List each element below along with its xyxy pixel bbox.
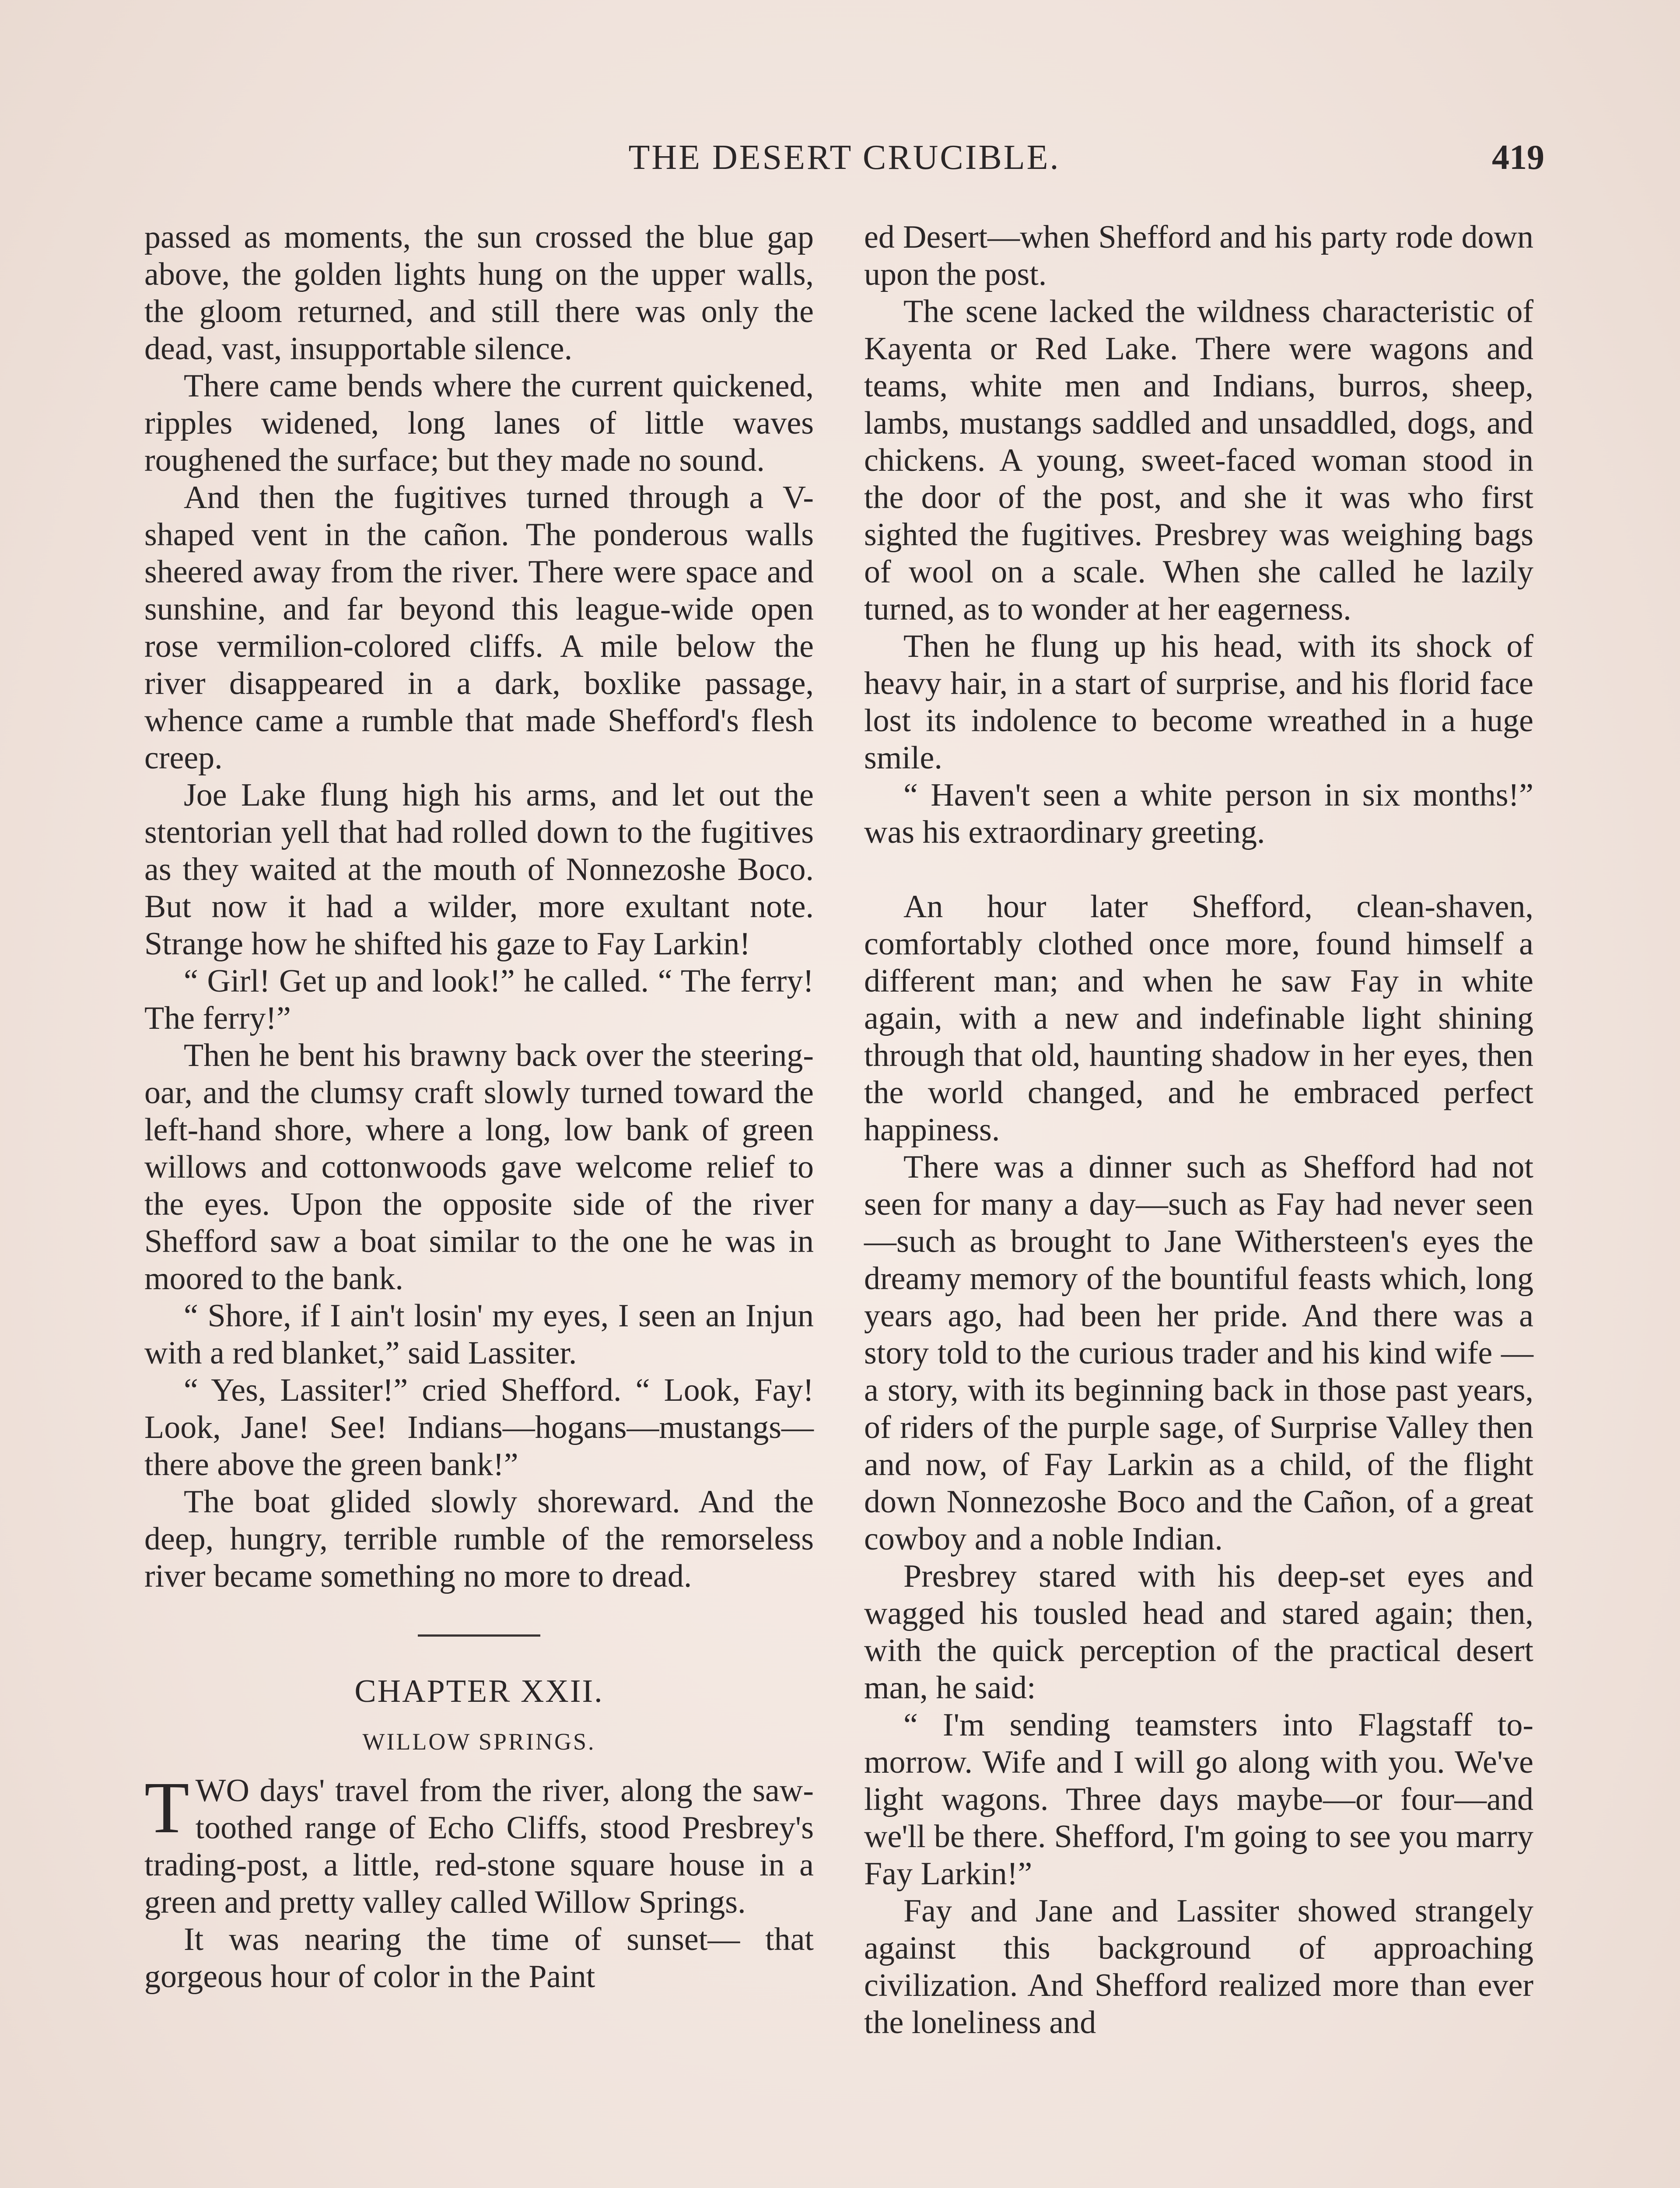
- chapter-title: CHAPTER XXII.: [354, 1673, 604, 1709]
- drop-cap: T: [144, 1767, 189, 1848]
- paragraph: There came bends where the current quickened, ripples widened, long lanes of little waves roughened the surface; but they made no sound.: [144, 368, 814, 478]
- left-column: [144, 219, 814, 1995]
- paragraph: “ Shore, if I ain't losin' my eyes, I seen an Injun with a red blanket,” said Lassiter.: [144, 1298, 814, 1371]
- paragraph: Then he flung up his head, with its shock of heavy hair, in a start of surprise, and his florid face lost its indolence to become wreathed in a huge smile.: [864, 628, 1533, 776]
- paragraph: ed Desert—when Shefford and his party rode down upon the post.: [864, 219, 1533, 292]
- right-column: [864, 219, 1533, 2041]
- running-title: THE DESERT CRUCIBLE.: [628, 138, 1060, 177]
- paragraph: The scene lacked the wildness characteristic of Kayenta or Red Lake. There were wagons and teams, white men and Indians, burros, sheep, lambs, mustangs saddled and unsaddled, dogs, and chickens. A young, sweet-faced woman stood in the door of the post, and she it was who first sighted the fugitives. Presbrey was weighing bags of wool on a scale. When she called he lazily turned, as to wonder at her eagerness.: [864, 294, 1533, 627]
- paragraph: Then he bent his brawny back over the steering-oar, and the clumsy craft slowly turned toward the left-hand shore, where a long, low bank of green willows and cottonwoods gave welcome relief to the eyes. Upon the opposite side of the river Shefford saw a boat similar to the one he was in moored to the bank.: [144, 1038, 814, 1297]
- paragraph: The boat glided slowly shoreward. And the deep, hungry, terrible rumble of the remorseless river became something no more to dread.: [144, 1484, 814, 1594]
- paragraph: Joe Lake flung high his arms, and let out the stentorian yell that had rolled down to the fugitives as they waited at the mouth of Nonnezoshe Boco. But now it had a wilder, more exultant note. Strange how he shifted his gaze to Fay Larkin!: [144, 777, 814, 962]
- paragraph: Presbrey stared with his deep-set eyes and wagged his tousled head and stared again; then, with the quick perception of the practical desert man, he said:: [864, 1558, 1533, 1706]
- paragraph: And then the fugitives turned through a V-shaped vent in the cañon. The ponderous walls sheered away from the river. There were space and sunshine, and far beyond this league-wide open rose vermilion-colored cliffs. A mile below the river disappeared in a dark, boxlike passage, whence came a rumble that made Shefford's flesh creep.: [144, 480, 814, 776]
- paragraph: passed as moments, the sun crossed the blue gap above, the golden lights hung on the upper walls, the gloom returned, and still there was only the dead, vast, insupportable silence.: [144, 219, 814, 367]
- paragraph-text: WO days' travel from the river, along the saw-toothed range of Echo Cliffs, stood Presbrey's trading-post, a little, red-stone square house in a green and pretty valley called Willow Springs.: [144, 1773, 814, 1920]
- paragraph: “ Yes, Lassiter!” cried Shefford. “ Look, Fay! Look, Jane! See! Indians—hogans—mustangs—there above the green bank!”: [144, 1372, 814, 1483]
- page-number: 419: [1492, 138, 1544, 177]
- paragraph: It was nearing the time of sunset— that gorgeous hour of color in the Paint: [144, 1922, 814, 1995]
- paragraph: “ Girl! Get up and look!” he called. “ The ferry! The ferry!”: [144, 963, 814, 1036]
- paragraph: “ I'm sending teamsters into Flagstaff to-morrow. Wife and I will go along with you. We've light wagons. Three days maybe—or four—and we'll be there. Shefford, I'm going to see you marry Fay Larkin!”: [864, 1707, 1533, 1892]
- chapter-subtitle: WILLOW SPRINGS.: [362, 1729, 596, 1755]
- section-divider: [418, 1634, 540, 1637]
- paragraph: Fay and Jane and Lassiter showed strangely against this background of approaching civilization. And Shefford realized more than ever the loneliness and: [864, 1893, 1533, 2041]
- paragraph: There was a dinner such as Shefford had not seen for many a day—such as Fay had never seen—such as brought to Jane Withersteen's eyes the dreamy memory of the bountiful feasts which, long years ago, had been her pride. And there was a story told to the curious trader and his kind wife — a story, with its beginning back in those past years, of riders of the purple sage, of Surprise Valley then and now, of Fay Larkin as a child, of the flight down Nonnezoshe Boco and the Cañon, of a great cowboy and a noble Indian.: [864, 1149, 1533, 1557]
- paragraph: An hour later Shefford, clean-shaven, comfortably clothed once more, found himself a different man; and when he saw Fay in white again, with a new and indefinable light shining through that old, haunting shadow in her eyes, then the world changed, and he embraced perfect happiness.: [864, 889, 1533, 1148]
- paragraph: “ Haven't seen a white person in six months!” was his extraordinary greeting.: [864, 777, 1533, 850]
- page-header: [144, 131, 1544, 184]
- chapter-opening-paragraph: [144, 1767, 814, 1921]
